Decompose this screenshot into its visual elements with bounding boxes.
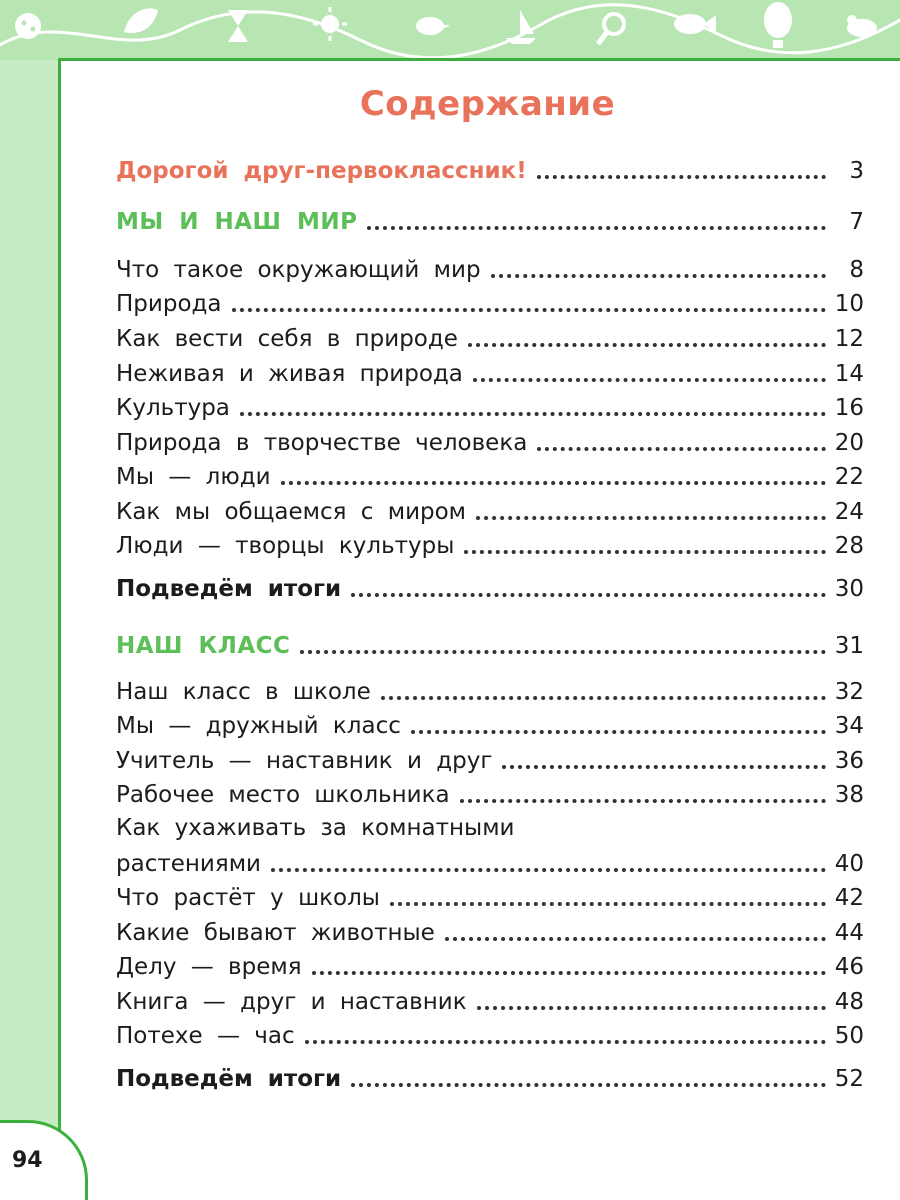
toc-entry-page: 46	[834, 954, 864, 980]
toc-section-heading	[116, 627, 864, 661]
dot-leader	[464, 550, 826, 554]
toc-entry-text: Природа	[116, 291, 222, 317]
left-margin-band	[0, 60, 60, 1140]
toc-entry-text: Делу — время	[116, 954, 302, 980]
dot-leader	[381, 696, 826, 700]
header-doodles	[0, 0, 900, 60]
toc-entry-intro	[116, 152, 864, 186]
toc-entry	[116, 914, 864, 948]
toc-entry-text: Мы — дружный класс	[116, 713, 401, 739]
dot-leader	[390, 902, 826, 906]
toc-entry	[116, 673, 864, 707]
toc-entry	[116, 707, 864, 741]
dot-leader	[351, 593, 826, 597]
toc-entry	[116, 527, 864, 561]
toc-entry-text: Неживая и живая природа	[116, 361, 463, 387]
toc-entry-text-line1: Как ухаживать за комнатными	[116, 815, 515, 841]
toc-entry	[116, 742, 864, 776]
toc-entry-text: Что растёт у школы	[116, 885, 380, 911]
leaf-icon	[124, 8, 158, 33]
balloon-icon	[764, 2, 792, 48]
toc-entry-text: Рабочее место школьника	[116, 782, 450, 808]
toc-entry-page: 32	[834, 679, 864, 705]
toc-entry	[116, 285, 864, 319]
decorative-header-band	[0, 0, 900, 60]
dot-leader	[468, 343, 826, 347]
toc-entry-page: 42	[834, 885, 864, 911]
toc-entry	[116, 948, 864, 982]
toc-entry-page: 14	[834, 361, 864, 387]
toc-entry-text: Наш класс в школе	[116, 679, 371, 705]
toc-entry	[116, 458, 864, 492]
dot-leader	[271, 868, 826, 872]
toc-entry-text: Учитель — наставник и друг	[116, 748, 493, 774]
toc-entry	[116, 776, 864, 810]
dot-leader	[411, 730, 826, 734]
toc-entry-page: 24	[834, 499, 864, 525]
dot-leader	[473, 378, 826, 382]
dot-leader	[232, 308, 826, 312]
frame-line-left	[58, 58, 61, 1150]
toc-entry	[116, 424, 864, 458]
toc-entry-text: Дорогой друг-первоклассник!	[116, 158, 527, 184]
toc-entry-page: 38	[834, 782, 864, 808]
dot-leader	[351, 1083, 826, 1087]
toc-entry	[116, 983, 864, 1017]
toc-entry-page: 34	[834, 713, 864, 739]
toc-entry-page: 16	[834, 395, 864, 421]
dot-leader	[502, 765, 826, 769]
toc-entry-page: 12	[834, 326, 864, 352]
dot-leader	[477, 1006, 826, 1010]
dot-leader	[300, 650, 826, 654]
dot-leader	[445, 937, 826, 941]
dot-leader	[367, 226, 826, 230]
toc-entry-page: 31	[834, 633, 864, 659]
toc-entry	[116, 320, 864, 354]
toc-entry-text: Какие бывают животные	[116, 920, 435, 946]
toc-entry	[116, 355, 864, 389]
ladybug-icon	[15, 13, 41, 39]
dot-leader	[281, 481, 826, 485]
dot-leader	[460, 799, 826, 803]
toc-entry-page: 44	[834, 920, 864, 946]
toc-entry-page: 20	[834, 430, 864, 456]
toc-entry-page: 36	[834, 748, 864, 774]
toc-entry-text: Подведём итоги	[116, 576, 342, 602]
toc-entry	[116, 389, 864, 423]
mouse-icon	[847, 15, 877, 37]
dot-leader	[312, 971, 826, 975]
toc-entry-text: МЫ И НАШ МИР	[116, 209, 358, 235]
toc-entry-text: Потехе — час	[116, 1023, 295, 1049]
dot-leader	[537, 447, 826, 451]
toc-entry-text: Книга — друг и наставник	[116, 989, 467, 1015]
toc-entry-page: 40	[834, 851, 864, 877]
dot-leader	[476, 516, 826, 520]
toc-entry-text: Культура	[116, 395, 230, 421]
toc-entry-text: Подведём итоги	[116, 1066, 342, 1092]
toc-entry-text: Люди — творцы культуры	[116, 533, 455, 559]
sailboat-icon	[506, 10, 536, 44]
toc-entry-text: Как вести себя в природе	[116, 326, 458, 352]
toc-entry	[116, 879, 864, 913]
toc-entry-text-line2: растениями	[116, 851, 262, 877]
toc-entry-page: 30	[834, 576, 864, 602]
toc-entry-page: 3	[849, 158, 864, 184]
toc-entry-page: 50	[834, 1023, 864, 1049]
page-title: Содержание	[359, 84, 616, 124]
toc-entry-page: 28	[834, 533, 864, 559]
toc-entry	[116, 493, 864, 527]
toc-entry-page: 48	[834, 989, 864, 1015]
bird-icon	[416, 17, 450, 35]
hourglass-icon	[228, 10, 248, 42]
dot-leader	[537, 175, 826, 179]
toc-entry-summary	[116, 570, 864, 604]
dot-leader	[240, 412, 826, 416]
toc-entry-text: Мы — люди	[116, 464, 271, 490]
dot-leader	[491, 274, 826, 278]
toc-entry-text: Природа в творчестве человека	[116, 430, 528, 456]
toc-section-heading	[116, 203, 864, 237]
toc-entry	[116, 845, 864, 879]
dot-leader	[305, 1040, 826, 1044]
toc-entry-page: 22	[834, 464, 864, 490]
magnifier-icon	[598, 14, 624, 44]
page-number: 94	[12, 1148, 43, 1173]
toc-entry	[116, 251, 864, 285]
toc-entry-text: Что такое окружающий мир	[116, 257, 481, 283]
frame-line-top	[58, 58, 900, 61]
toc-entry-page: 7	[849, 209, 864, 235]
toc-entry-text: НАШ КЛАСС	[116, 633, 291, 659]
toc-entry-text: Как мы общаемся с миром	[116, 499, 467, 525]
toc-entry-page: 10	[834, 291, 864, 317]
toc-entry-summary	[116, 1060, 864, 1094]
toc-entry	[116, 1017, 864, 1051]
toc-entry-page: 8	[849, 257, 864, 283]
toc-entry-page: 52	[834, 1066, 864, 1092]
